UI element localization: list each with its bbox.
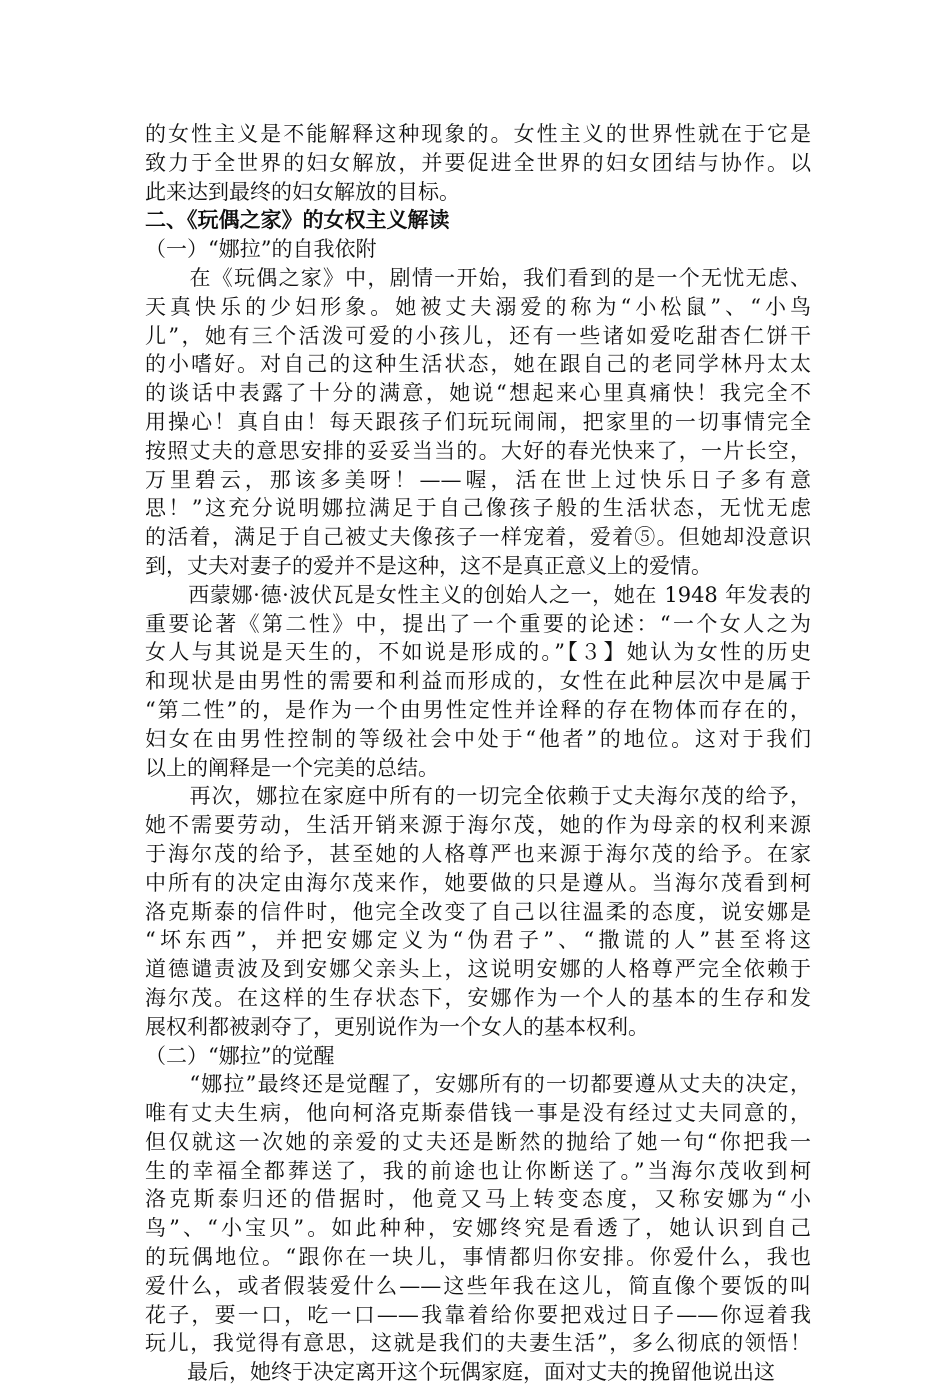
text-line: 展权利都被剥夺了，更别说作为一个女人的基本权利。 bbox=[145, 1014, 649, 1039]
text-line: 鸟”、“小宝贝”。如此种种，安娜终究是看透了，她认识到自己 bbox=[145, 1216, 811, 1241]
text-line: 唯有丈夫生病，他向柯洛克斯泰借钱一事是没有经过丈夫同意的， bbox=[145, 1101, 811, 1126]
text-line: 按照丈夫的意思安排的妥妥当当的。大好的春光快来了，一片长空， bbox=[145, 438, 811, 463]
text-line: 以上的阐释是一个完美的总结。 bbox=[145, 755, 439, 780]
text-line: 儿”，她有三个活泼可爱的小孩儿，还有一些诸如爱吃甜杏仁饼干 bbox=[145, 323, 811, 348]
text-line: 的玩偶地位。“跟你在一块儿，事情都归你安排。你爱什么，我也 bbox=[145, 1245, 811, 1270]
text-line: 致力于全世界的妇女解放，并要促进全世界的妇女团结与协作。以 bbox=[145, 150, 811, 175]
text-line: 但仅就这一次她的亲爱的丈夫还是断然的抛给了她一句“你把我一 bbox=[145, 1129, 811, 1154]
text-line: 天真快乐的少妇形象。她被丈夫溺爱的称为“小松鼠”、“小鸟 bbox=[145, 294, 811, 319]
text-line: 洛克斯泰归还的借据时，他竟又马上转变态度，又称安娜为“小 bbox=[145, 1187, 811, 1212]
text-line: 再次，娜拉在家庭中所有的一切完全依赖于丈夫海尔茂的给予， bbox=[145, 784, 811, 809]
text-line: 洛克斯泰的信件时，他完全改变了自己以往温柔的态度，说安娜是 bbox=[145, 899, 811, 924]
text-line: 于海尔茂的给予，甚至她的人格尊严也来源于海尔茂的给予。在家 bbox=[145, 841, 811, 866]
text-line: 用操心！真自由！每天跟孩子们玩玩闹闹，把家里的一切事情完全 bbox=[145, 409, 811, 434]
text-line: 花子，要一口，吃一口——我靠着给你要把戏过日子——你逗着我 bbox=[145, 1302, 811, 1327]
text-line: “第二性”的，是作为一个由男性定性并诠释的存在物体而存在的， bbox=[145, 697, 811, 722]
text-line: 和现状是由男性的需要和利益而形成的，女性在此种层次中是属于 bbox=[145, 669, 811, 694]
subsection-heading: （一）“娜拉”的自我依附 bbox=[145, 237, 377, 262]
text-line: 玩儿，我觉得有意思，这就是我们的夫妻生活”，多么彻底的领悟！ bbox=[145, 1331, 811, 1356]
text-line: 女人与其说是天生的，不如说是形成的。”【３】她认为女性的历史 bbox=[145, 640, 811, 665]
text-line: 在《玩偶之家》中，剧情一开始，我们看到的是一个无忧无虑、 bbox=[145, 265, 811, 290]
text-line: 西蒙娜·德·波伏瓦是女性主义的创始人之一，她在 1948 年发表的 bbox=[145, 582, 811, 607]
section-heading: 二、《玩偶之家》的女权主义解读 bbox=[145, 207, 450, 233]
text-line: 道德谴责波及到安娜父亲头上，这说明安娜的人格尊严完全依赖于 bbox=[145, 957, 811, 982]
text-line: 的女性主义是不能解释这种现象的。女性主义的世界性就在于它是 bbox=[145, 122, 811, 146]
text-line: 的活着，满足于自己被丈夫像孩子一样宠着，爱着⑤。但她却没意识 bbox=[145, 525, 811, 550]
document-body bbox=[145, 120, 811, 1387]
text-line: 的谈话中表露了十分的满意，她说“想起来心里真痛快！我完全不 bbox=[145, 381, 811, 406]
text-line: 中所有的决定由海尔茂来作，她要做的只是遵从。当海尔茂看到柯 bbox=[145, 870, 811, 895]
text-line: 最后，她终于决定离开这个玩偶家庭，面对丈夫的挽留他说出这 bbox=[145, 1360, 775, 1385]
text-line: 她不需要劳动，生活开销来源于海尔茂，她的作为母亲的权利来源 bbox=[145, 813, 811, 838]
text-line: 到，丈夫对妻子的爱并不是这种，这不是真正意义上的爱情。 bbox=[145, 553, 712, 578]
text-line: “娜拉”最终还是觉醒了，安娜所有的一切都要遵从丈夫的决定， bbox=[145, 1072, 811, 1097]
text-line: 爱什么，或者假装爱什么——这些年我在这儿，简直像个要饭的叫 bbox=[145, 1273, 811, 1298]
text-line: 此来达到最终的妇女解放的目标。 bbox=[145, 179, 460, 204]
text-line: 重要论著《第二性》中，提出了一个重要的论述：“一个女人之为 bbox=[145, 611, 811, 636]
text-line: 妇女在由男性控制的等级社会中处于“他者”的地位。这对于我们 bbox=[145, 726, 811, 751]
text-line: 的小嗜好。对自己的这种生活状态，她在跟自己的老同学林丹太太 bbox=[145, 352, 811, 377]
text-line: 生的幸福全都葬送了，我的前途也让你断送了。”当海尔茂收到柯 bbox=[145, 1158, 811, 1183]
text-line: “坏东西”，并把安娜定义为“伪君子”、“撒谎的人”甚至将这 bbox=[145, 928, 811, 953]
subsection-heading: （二）“娜拉”的觉醒 bbox=[145, 1043, 335, 1068]
text-line: 思！”这充分说明娜拉满足于自己像孩子般的生活状态，无忧无虑 bbox=[145, 496, 811, 521]
text-line: 万里碧云，那该多美呀！——喔，活在世上过快乐日子多有意 bbox=[145, 467, 811, 492]
text-line: 海尔茂。在这样的生存状态下，安娜作为一个人的基本的生存和发 bbox=[145, 985, 811, 1010]
